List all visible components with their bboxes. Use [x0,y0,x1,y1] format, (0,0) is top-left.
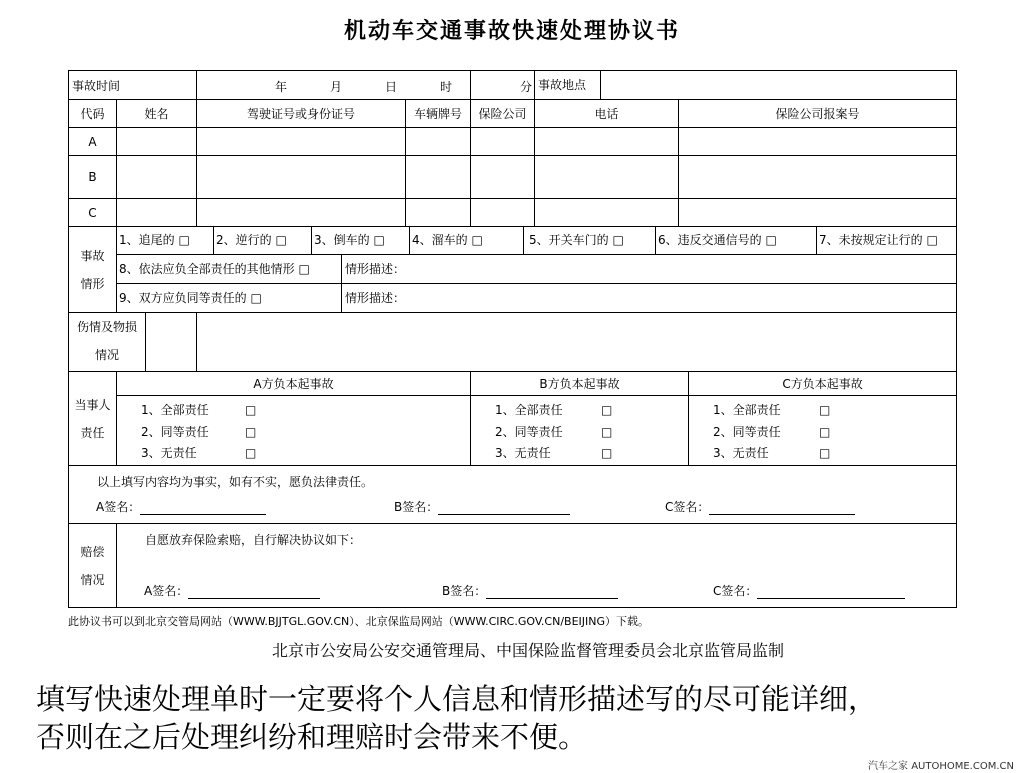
insurer-field[interactable] [471,128,535,156]
name-field[interactable] [117,199,197,227]
signature-line-b[interactable] [438,502,570,515]
injury-label: 伤情及物损 情况 [69,313,146,371]
situation-option-9[interactable]: 9、双方应负同等责任的 □ [117,284,342,312]
col-insurer: 保险公司 [471,100,535,128]
sig-label-b: B签名： [394,500,439,514]
sig-label-a: A签名： [96,500,141,514]
situation-option-4[interactable]: 4、溜车的 □ [410,227,524,254]
checkbox-icon[interactable]: □ [601,424,613,439]
checkbox-icon[interactable]: □ [245,403,257,417]
sig-label-c: C签名： [665,500,710,514]
liability-option: 2、同等责任 [141,424,209,439]
col-plate: 车辆牌号 [406,100,471,128]
situation-options-row [117,227,957,255]
claim-no-field[interactable] [679,156,957,199]
col-name: 姓名 [117,100,197,128]
liability-options-b [471,396,689,466]
compensation-cell [117,524,957,608]
comp-signature-line-b[interactable] [486,586,618,599]
checkbox-icon[interactable]: □ [601,403,613,417]
year-unit: 年 [275,80,288,94]
situation-option-3[interactable]: 3、倒车的 □ [312,227,410,254]
checkbox-icon[interactable]: □ [245,446,257,460]
compensation-label: 赔偿 情况 [69,524,117,608]
watermark: 汽车之家 AUTOHOME.COM.CN [868,761,1014,772]
supervision-line: 北京市公安局公安交通管理局、中国保险监督管理委员会北京监管局监制 [272,641,785,660]
party-code: C [69,199,117,227]
liability-options-c [689,396,957,466]
accident-place-cell [535,71,957,100]
situation-row-9 [117,284,957,313]
liability-option: 3、无责任 [713,446,769,460]
situation-option-5[interactable]: 5、开关车门的 □ [524,227,656,254]
situation-description-9[interactable]: 情形描述： [345,291,406,305]
party-code: A [69,128,117,156]
comp-sig-label-c: C签名： [713,584,758,598]
plate-field[interactable] [406,199,471,227]
insurer-field[interactable] [471,156,535,199]
accident-time-field[interactable] [197,71,471,100]
name-field[interactable] [117,156,197,199]
party-code: B [69,156,117,199]
plate-field[interactable] [406,156,471,199]
liability-option: 1、全部责任 [141,403,209,417]
phone-field[interactable] [535,156,679,199]
claim-no-field[interactable] [679,199,957,227]
phone-field[interactable] [535,199,679,227]
liability-header-a: A方负本起事故 [117,372,471,396]
caption [36,680,877,756]
injury-cell [69,313,197,372]
checkbox-icon[interactable]: □ [819,446,831,460]
license-field[interactable] [197,128,406,156]
situation-option-7[interactable]: 7、未按规定让行的 □ [819,233,938,247]
accident-minute-field[interactable] [471,71,535,100]
liability-option: 3、无责任 [495,446,551,460]
accident-time-label: 事故时间 [69,71,197,100]
hour-unit: 时 [440,80,453,94]
accident-place-label: 事故地点 [535,71,601,99]
signature-line-a[interactable] [140,502,266,515]
liability-header-c: C方负本起事故 [689,372,957,396]
minute-unit: 分 [520,80,533,94]
situation-description-8[interactable]: 情形描述： [345,262,406,276]
accident-agreement-form [68,70,957,608]
license-field[interactable] [197,156,406,199]
checkbox-icon[interactable]: □ [245,424,257,439]
situation-option-6[interactable]: 6、违反交通信号的 □ [656,227,817,254]
liability-option: 2、同等责任 [713,424,781,439]
name-field[interactable] [117,128,197,156]
caption-line-2: 否则在之后处理纠纷和理赔时会带来不便。 [36,720,588,754]
liability-option: 3、无责任 [141,446,197,460]
situation-option-8[interactable]: 8、依法应负全部责任的其他情形 □ [117,255,342,283]
comp-signature-line-c[interactable] [757,586,905,599]
accident-place-field[interactable] [601,71,956,99]
situation-label: 事故 情形 [69,227,117,313]
injury-field[interactable] [197,313,957,372]
situation-option-2[interactable]: 2、逆行的 □ [214,227,312,254]
party-row-a [69,128,957,156]
comp-sig-label-a: A签名： [144,584,189,598]
col-phone: 电话 [535,100,679,128]
liability-options-a [117,396,471,466]
situation-option-1[interactable]: 1、追尾的 □ [117,227,214,254]
liability-option: 1、全部责任 [713,403,781,417]
phone-field[interactable] [535,128,679,156]
month-unit: 月 [330,80,343,94]
checkbox-icon[interactable]: □ [819,403,831,417]
liability-option: 1、全部责任 [495,403,563,417]
declaration-cell [69,466,957,524]
comp-sig-label-b: B签名： [442,584,487,598]
signature-line-c[interactable] [709,502,855,515]
insurer-field[interactable] [471,199,535,227]
col-license: 驾驶证号或身份证号 [197,100,406,128]
injury-field-left[interactable] [146,313,196,371]
checkbox-icon[interactable]: □ [601,446,613,460]
checkbox-icon[interactable]: □ [819,424,831,439]
col-claim-no: 保险公司报案号 [679,100,957,128]
claim-no-field[interactable] [679,128,957,156]
comp-signature-line-a[interactable] [188,586,320,599]
license-field[interactable] [197,199,406,227]
declaration-text: 以上填写内容均为事实，如有不实，愿负法律责任。 [97,475,374,489]
day-unit: 日 [385,80,398,94]
liability-header-b: B方负本起事故 [471,372,689,396]
caption-line-1: 填写快速处理单时一定要将个人信息和情形描述写的尽可能详细， [36,682,878,716]
compensation-text: 自愿放弃保险索赔，自行解决协议如下： [145,533,362,547]
plate-field[interactable] [406,128,471,156]
download-footnote: 此协议书可以到北京交管局网站（WWW.BJJTGL.GOV.CN）、北京保监局网站（WWW.CIRC.GOV.CN/BEIJING）下载。 [68,615,650,628]
liability-option: 2、同等责任 [495,424,563,439]
party-row-b [69,156,957,199]
form-title: 机动车交通事故快速处理协议书 [343,19,680,44]
col-code: 代码 [69,100,117,128]
party-row-c [69,199,957,227]
liability-label: 当事人 责任 [69,372,117,466]
situation-row-8 [117,255,957,284]
